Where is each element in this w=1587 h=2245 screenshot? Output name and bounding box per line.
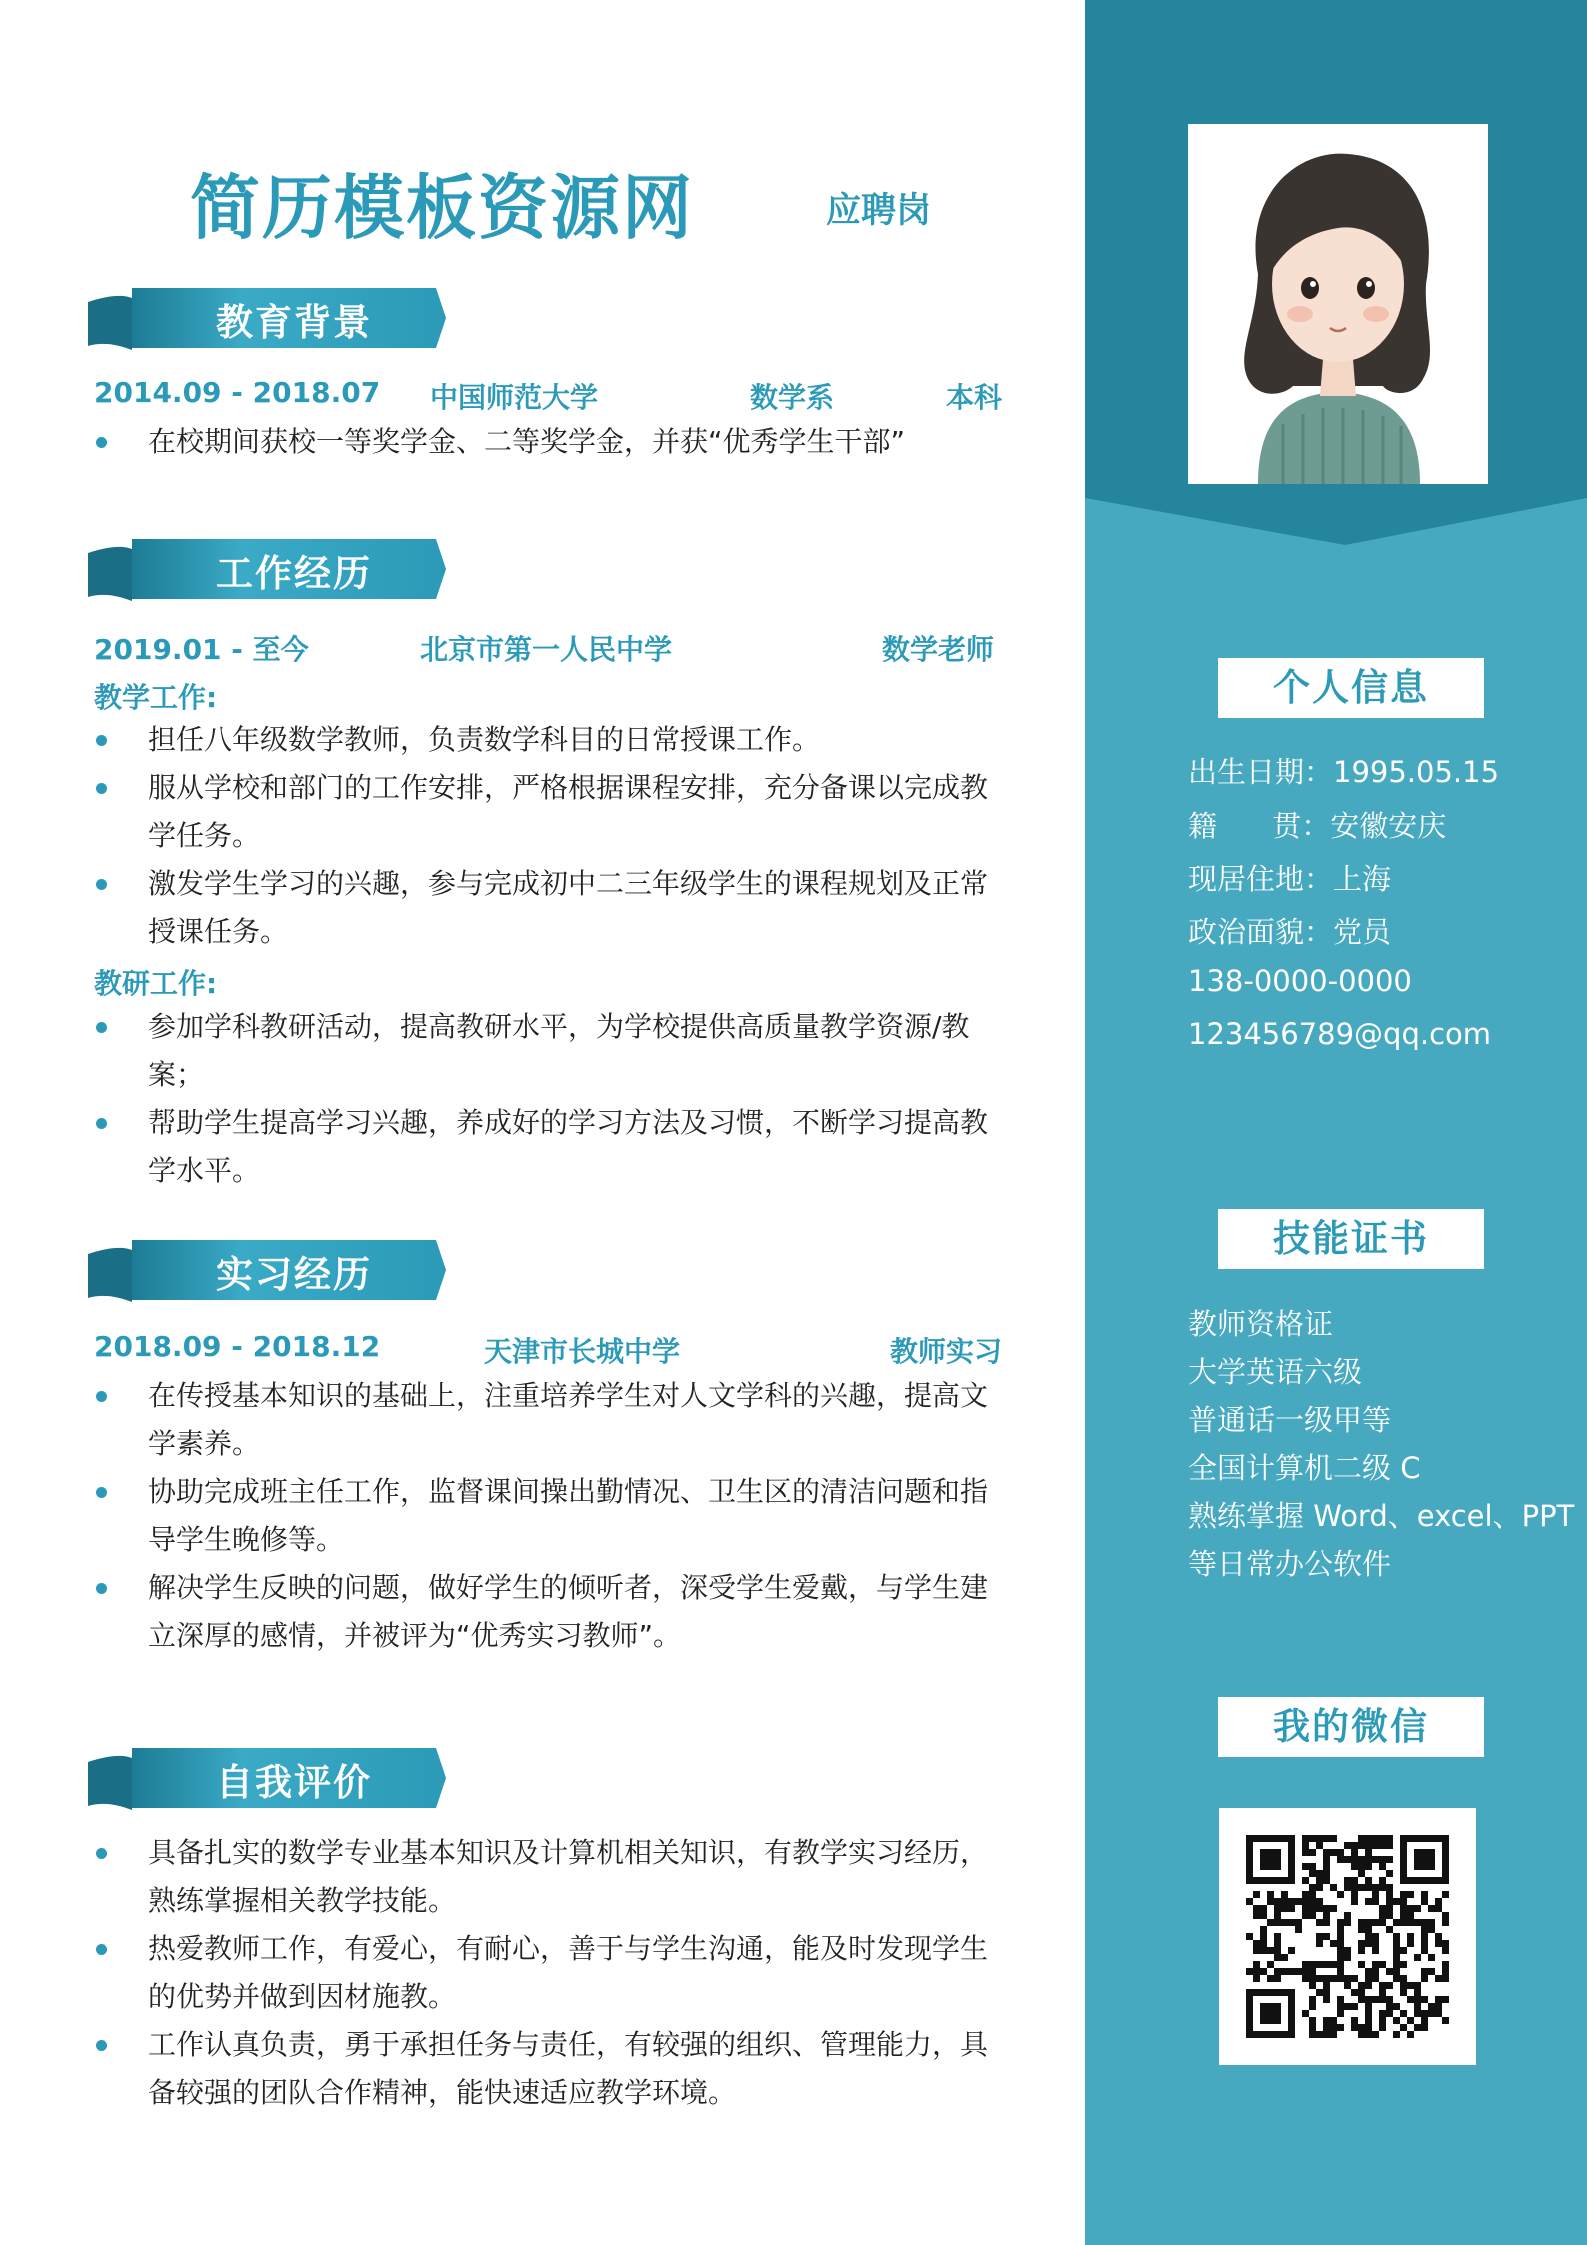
bullet-dot-icon	[96, 1391, 107, 1402]
list-item-text: 热爱教师工作，有爱心，有耐心，善于与学生沟通，能及时发现学生的优势并做到因材施教。	[148, 1932, 989, 2013]
bullet-dot-icon	[96, 1944, 107, 1955]
list-item	[94, 1925, 1014, 2021]
internship-section-banner	[86, 1238, 446, 1302]
list-item	[94, 716, 1014, 764]
bullet-dot-icon	[96, 437, 107, 448]
bullet-dot-icon	[96, 735, 107, 746]
skill-item: 大学英语六级	[1188, 1355, 1363, 1389]
teaching-subheading: 教学工作:	[94, 681, 218, 714]
skill-item: 熟练掌握 Word、excel、PPT	[1188, 1499, 1575, 1533]
work-section-banner	[86, 537, 446, 601]
work-role: 数学老师	[882, 633, 995, 666]
self-eval-title: 自我评价	[216, 1761, 372, 1804]
bullet-dot-icon	[96, 1583, 107, 1594]
internship-bullets	[94, 1372, 1014, 1660]
internship-role: 教师实习	[890, 1335, 1003, 1368]
internship-title: 实习经历	[216, 1253, 372, 1296]
list-item-text: 工作认真负责，勇于承担任务与责任，有较强的组织、管理能力，具备较强的团队合作精神，能快速适应教学环境。	[148, 2028, 989, 2109]
applicant-name: 简历模板资源网	[190, 167, 694, 249]
list-item-text: 在校期间获校一等奖学金、二等奖学金，并获“优秀学生干部”	[148, 425, 906, 458]
bullet-dot-icon	[96, 1848, 107, 1859]
avatar-illustration-icon	[1188, 124, 1488, 484]
education-title: 教育背景	[216, 301, 372, 344]
bullet-dot-icon	[96, 1487, 107, 1498]
info-political-status: 政治面貌：党员	[1188, 915, 1392, 949]
info-hometown: 籍 贯：安徽安庆	[1188, 809, 1447, 843]
skill-item: 普通话一级甲等	[1188, 1403, 1392, 1437]
list-item	[94, 764, 1014, 860]
education-bullets	[94, 418, 1014, 466]
bullet-dot-icon	[96, 1022, 107, 1033]
list-item	[94, 1003, 1014, 1099]
bullet-dot-icon	[96, 879, 107, 890]
list-item-text: 解决学生反映的问题，做好学生的倾听者，深受学生爱戴，与学生建立深厚的感情，并被评为“优秀实习教师”。	[148, 1571, 989, 1652]
info-birthdate: 出生日期：1995.05.15	[1188, 755, 1500, 789]
skill-item: 等日常办公软件	[1188, 1547, 1392, 1581]
teaching-bullets	[94, 716, 1014, 956]
skill-item: 全国计算机二级 C	[1188, 1451, 1421, 1485]
work-company: 北京市第一人民中学	[420, 633, 673, 666]
info-phone: 138-0000-0000	[1188, 964, 1412, 998]
education-date: 2014.09 - 2018.07	[94, 376, 381, 409]
list-item-text: 具备扎实的数学专业基本知识及计算机相关知识，有教学实习经历，熟练掌握相关教学技能。	[148, 1836, 989, 1917]
education-department: 数学系	[750, 381, 835, 414]
wechat-qr-code	[1219, 1808, 1476, 2065]
self-eval-section-banner	[86, 1746, 446, 1810]
internship-date: 2018.09 - 2018.12	[94, 1330, 381, 1363]
list-item-text: 服从学校和部门的工作安排，严格根据课程安排，充分备课以完成教学任务。	[148, 771, 989, 852]
education-degree: 本科	[946, 381, 1003, 414]
list-item	[94, 860, 1014, 956]
list-item-text: 协助完成班主任工作，监督课间操出勤情况、卫生区的清洁问题和指导学生晚修等。	[148, 1475, 989, 1556]
work-title: 工作经历	[216, 552, 372, 595]
list-item	[94, 1099, 1014, 1195]
info-email: 123456789@qq.com	[1188, 1017, 1492, 1051]
research-bullets	[94, 1003, 1014, 1195]
list-item-text: 帮助学生提高学习兴趣，养成好的学习方法及习惯，不断学习提高教学水平。	[148, 1106, 989, 1187]
list-item	[94, 2021, 1014, 2117]
education-section-banner	[86, 286, 446, 350]
bullet-dot-icon	[96, 1118, 107, 1129]
internship-school: 天津市长城中学	[484, 1335, 681, 1368]
list-item	[94, 418, 1014, 466]
wechat-heading: 我的微信	[1218, 1697, 1484, 1757]
list-item-text: 参加学科教研活动，提高教研水平，为学校提供高质量教学资源/教案；	[148, 1010, 970, 1091]
research-subheading: 教研工作:	[94, 967, 218, 1000]
position-label: 应聘岗	[826, 191, 932, 231]
info-residence: 现居住地：上海	[1188, 862, 1392, 896]
education-school: 中国师范大学	[430, 381, 599, 414]
skill-item: 教师资格证	[1188, 1307, 1334, 1341]
personal-info-heading: 个人信息	[1218, 658, 1484, 718]
list-item	[94, 1468, 1014, 1564]
list-item-text: 担任八年级数学教师，负责数学科目的日常授课工作。	[148, 723, 821, 756]
list-item-text: 激发学生学习的兴趣，参与完成初中二三年级学生的课程规划及正常授课任务。	[148, 867, 989, 948]
list-item	[94, 1564, 1014, 1660]
qr-code-icon	[1219, 1808, 1476, 2065]
list-item	[94, 1372, 1014, 1468]
work-date: 2019.01 - 至今	[94, 633, 309, 666]
list-item	[94, 1829, 1014, 1925]
bullet-dot-icon	[96, 2040, 107, 2051]
self-eval-bullets	[94, 1829, 1014, 2117]
list-item-text: 在传授基本知识的基础上，注重培养学生对人文学科的兴趣，提高文学素养。	[148, 1379, 989, 1460]
skills-heading: 技能证书	[1218, 1209, 1484, 1269]
avatar	[1188, 124, 1488, 484]
bullet-dot-icon	[96, 783, 107, 794]
